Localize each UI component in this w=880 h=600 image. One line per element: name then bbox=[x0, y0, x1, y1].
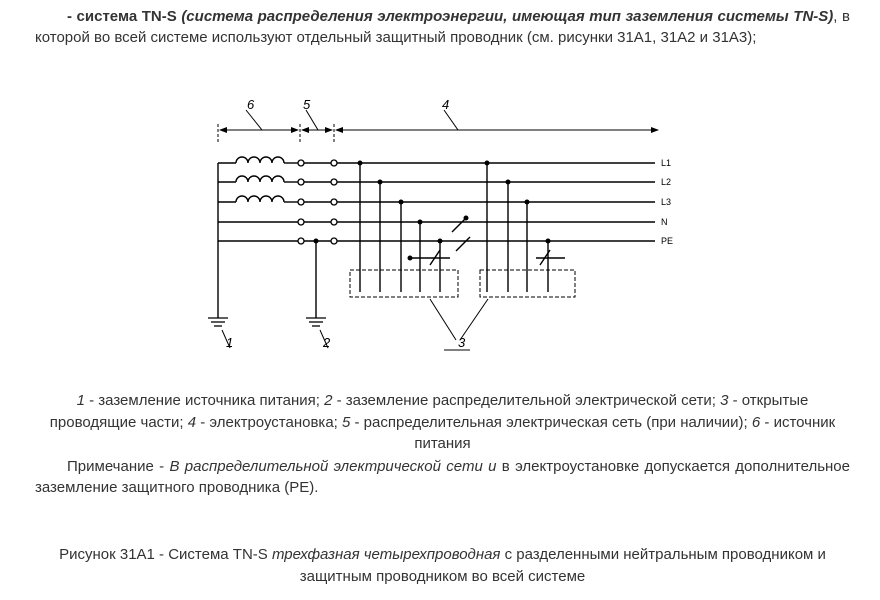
wire-label-n: N bbox=[661, 217, 668, 227]
legend: 1 - заземление источника питания; 2 - заземление распределительной электрической сети; 3 - открытые проводящие части; 4 - электроустановка; 5 - распределительная электрическая сеть (при наличии); 6 - источник питания bbox=[49, 392, 836, 452]
caption-italic: трехфазная четырехпроводная bbox=[271, 546, 501, 563]
coil-l1 bbox=[236, 157, 284, 163]
note-paragraph bbox=[35, 456, 850, 498]
note-italic: В распределительной электрической сети и bbox=[169, 458, 497, 475]
exposed-parts-1 bbox=[350, 270, 458, 297]
callout-3: 3 bbox=[458, 335, 466, 350]
caption-prefix: Рисунок 31A1 - Система TN-S bbox=[59, 546, 272, 563]
intro-rest: , в которой во всей системе используют отдельный защитный проводник (см. рисунки 31A1, 31A2 и 31A3); bbox=[35, 8, 850, 46]
note-rest: в электроустановке допускается дополнительное заземление защитного проводника (PE). bbox=[35, 458, 850, 496]
wire-label-pe: PE bbox=[661, 236, 674, 246]
figure-caption bbox=[35, 544, 850, 588]
note-label: Примечание - bbox=[67, 458, 170, 475]
coil-l3 bbox=[236, 196, 284, 202]
intro-definition: (система распределения электроэнергии, имеющая тип заземления системы TN-S) bbox=[181, 8, 834, 25]
wire-label-l2: L2 bbox=[661, 177, 672, 187]
caption-rest: с разделенными нейтральным проводником и защитным проводником во всей системе bbox=[299, 546, 826, 585]
callout-1: 1 bbox=[226, 335, 234, 350]
callout-2: 2 bbox=[323, 335, 331, 350]
coil-l2 bbox=[236, 176, 284, 182]
label-6: 6 bbox=[247, 97, 255, 112]
label-5: 5 bbox=[303, 97, 311, 112]
wire-label-l3: L3 bbox=[661, 197, 672, 207]
wire-label-l1: L1 bbox=[661, 158, 672, 168]
intro-prefix: - система TN-S bbox=[67, 8, 177, 25]
label-4: 4 bbox=[442, 97, 450, 112]
